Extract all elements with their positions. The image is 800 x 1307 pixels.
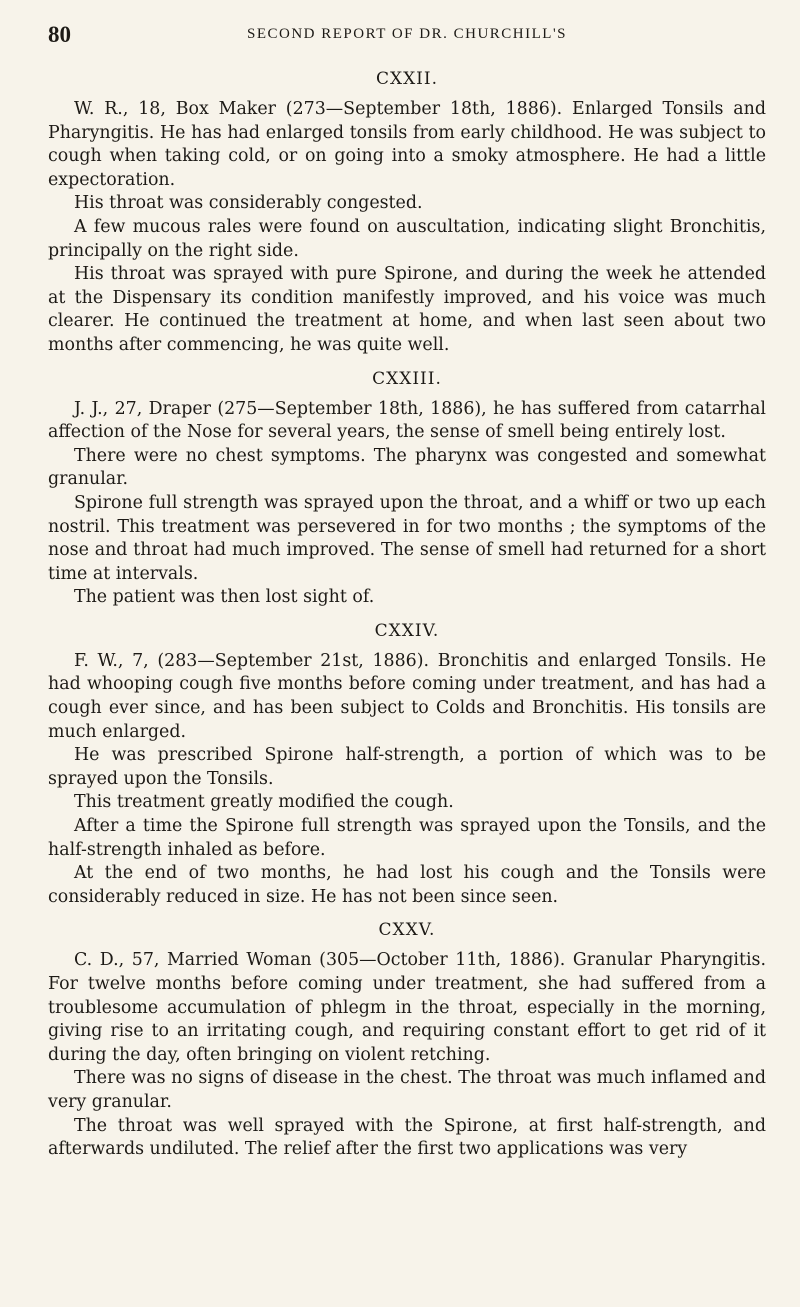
case-cxxv — [48, 919, 766, 1161]
case-paragraph: He was prescribed Spirone half-strength, a portion of which was to be sprayed upon the Tonsils. — [48, 745, 766, 789]
case-cxxiv — [48, 620, 766, 910]
case-paragraph: The patient was then lost sight of. — [74, 587, 375, 608]
case-paragraph: F. W., 7, (283—September 21st, 1886). Bronchitis and enlarged Tonsils. He had whooping cough five months before coming under treatment, and has had a cough ever since, and has been subject to Colds and Bronchitis. His tonsils are much enlarged. — [48, 650, 766, 742]
case-heading: CXXIV. — [374, 620, 440, 641]
case-paragraph: There were no chest symptoms. The pharynx was congested and somewhat granular. — [48, 445, 766, 490]
case-heading: CXXIII. — [372, 368, 442, 389]
page-number: 80 — [48, 22, 71, 47]
running-head — [48, 22, 766, 58]
case-paragraph: C. D., 57, Married Woman (305—October 11th, 1886). Granular Pharyngitis. For twelve months before coming under treatment, she had suffered from a troublesome accumulation of phlegm in the throat, especially in the morning, giving rise to an irritating cough, and requiring constant effort to get rid of it during the day, often bringing on violent retching. — [48, 950, 766, 1065]
case-paragraph: There was no signs of disease in the chest. The throat was much inflamed and very granular. — [48, 1068, 766, 1112]
case-cxxiii — [48, 368, 766, 610]
case-paragraph: A few mucous rales were found on auscultation, indicating slight Bronchitis, principally on the right side. — [48, 216, 766, 261]
case-paragraph: His throat was sprayed with pure Spirone, and during the week he attended at the Dispensary its condition manifestly improved, and his voice was much clearer. He continued the treatment at home, and when last seen about two months after commencing, he was quite well. — [48, 264, 766, 355]
case-paragraph: At the end of two months, he had lost his cough and the Tonsils were considerably reduced in size. He has not been since seen. — [48, 863, 766, 907]
case-paragraph: The throat was well sprayed with the Spirone, at first half-strength, and afterwards undiluted. The relief after the first two applications was very — [48, 1115, 766, 1160]
case-paragraph: W. R., 18, Box Maker (273—September 18th, 1886). Enlarged Tonsils and Pharyngitis. He has had enlarged tonsils from early childhood. He was subject to cough when taking cold, or on going into a smoky atmosphere. He had a little expectoration. — [48, 99, 766, 190]
case-paragraph: His throat was considerably congested. — [74, 193, 423, 214]
case-paragraph: This treatment greatly modified the cough. — [74, 792, 454, 813]
running-title: SECOND REPORT OF DR. CHURCHILL'S — [247, 26, 567, 42]
case-heading: CXXII. — [375, 69, 439, 89]
case-paragraph: Spirone full strength was sprayed upon the throat, and a whiff or two up each nostril. This treatment was persevered in for two months ; the symptoms of the nose and throat had much improved. The sense of smell had returned for a short time at intervals. — [48, 492, 766, 584]
case-heading: CXXV. — [378, 920, 436, 941]
case-paragraph: After a time the Spirone full strength was sprayed upon the Tonsils, and the half-strength inhaled as before. — [48, 816, 766, 860]
case-paragraph: J. J., 27, Draper (275—September 18th, 1886), he has suffered from catarrhal affection of the Nose for several years, the sense of smell being entirely lost. — [48, 398, 766, 443]
case-cxxii — [48, 68, 766, 358]
